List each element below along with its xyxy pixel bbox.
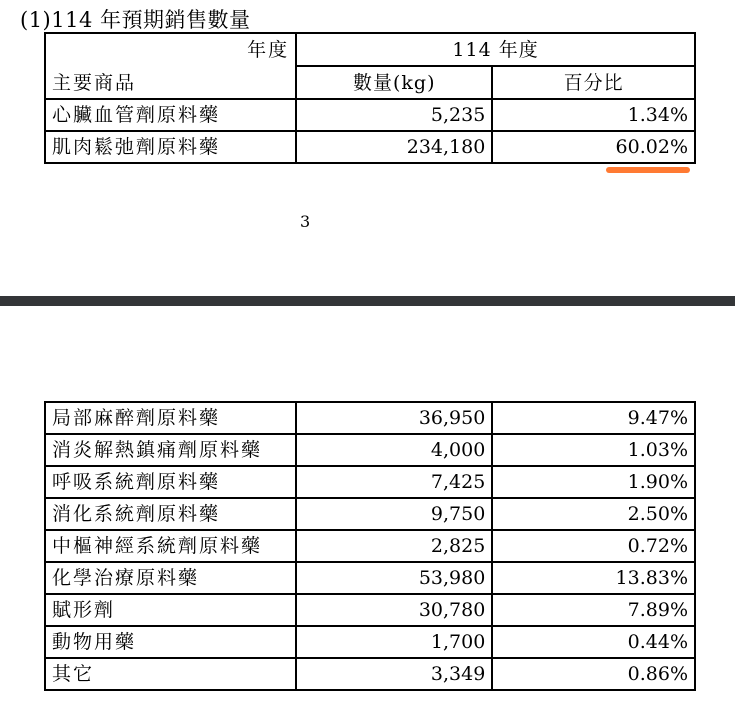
row-qty: 1,700 [296, 626, 492, 658]
table-row [45, 402, 695, 434]
highlight-underline-annotation [606, 167, 690, 173]
page-number: 3 [300, 212, 311, 231]
row-qty: 5,235 [296, 99, 492, 131]
table-row [45, 626, 695, 658]
row-name: 消炎解熱鎮痛劑原料藥 [45, 434, 296, 466]
row-name: 肌肉鬆弛劑原料藥 [45, 131, 296, 163]
section-title: (1)114 年預期銷售數量 [20, 8, 251, 32]
row-name: 中樞神經系統劑原料藥 [45, 530, 296, 562]
row-name: 局部麻醉劑原料藥 [45, 402, 296, 434]
sales-table-top [44, 32, 696, 164]
row-name: 化學治療原料藥 [45, 562, 296, 594]
row-qty: 36,950 [296, 402, 492, 434]
table-row [45, 658, 695, 690]
row-pct: 60.02% [492, 131, 695, 163]
row-qty: 3,349 [296, 658, 492, 690]
row-qty: 2,825 [296, 530, 492, 562]
row-name: 呼吸系統劑原料藥 [45, 466, 296, 498]
row-pct: 0.72% [492, 530, 695, 562]
row-pct: 0.44% [492, 626, 695, 658]
row-pct: 1.03% [492, 434, 695, 466]
table-row [45, 466, 695, 498]
table-row [45, 434, 695, 466]
row-qty: 234,180 [296, 131, 492, 163]
header-corner-cell [45, 33, 296, 99]
row-pct: 7.89% [492, 594, 695, 626]
row-name: 其它 [45, 658, 296, 690]
table-row [45, 99, 695, 131]
row-pct: 1.90% [492, 466, 695, 498]
row-qty: 9,750 [296, 498, 492, 530]
row-pct: 0.86% [492, 658, 695, 690]
row-pct: 2.50% [492, 498, 695, 530]
header-year-label: 年度 [247, 39, 290, 61]
row-qty: 7,425 [296, 466, 492, 498]
row-name: 動物用藥 [45, 626, 296, 658]
table-row [45, 131, 695, 163]
header-qty-label: 數量(kg) [296, 66, 492, 99]
table-header-row [45, 33, 695, 66]
sales-table-bottom [44, 401, 696, 691]
document-page-top [0, 0, 735, 296]
table-row [45, 530, 695, 562]
row-qty: 30,780 [296, 594, 492, 626]
page-break-bar [0, 296, 735, 306]
row-name: 消化系統劑原料藥 [45, 498, 296, 530]
header-year-value: 114 年度 [296, 33, 695, 66]
row-qty: 4,000 [296, 434, 492, 466]
row-pct: 1.34% [492, 99, 695, 131]
row-pct: 13.83% [492, 562, 695, 594]
table-row [45, 594, 695, 626]
table-row [45, 498, 695, 530]
row-pct: 9.47% [492, 402, 695, 434]
row-name: 賦形劑 [45, 594, 296, 626]
row-qty: 53,980 [296, 562, 492, 594]
header-goods-label: 主要商品 [52, 72, 137, 94]
header-pct-label: 百分比 [492, 66, 695, 99]
table-row [45, 562, 695, 594]
row-name: 心臟血管劑原料藥 [45, 99, 296, 131]
